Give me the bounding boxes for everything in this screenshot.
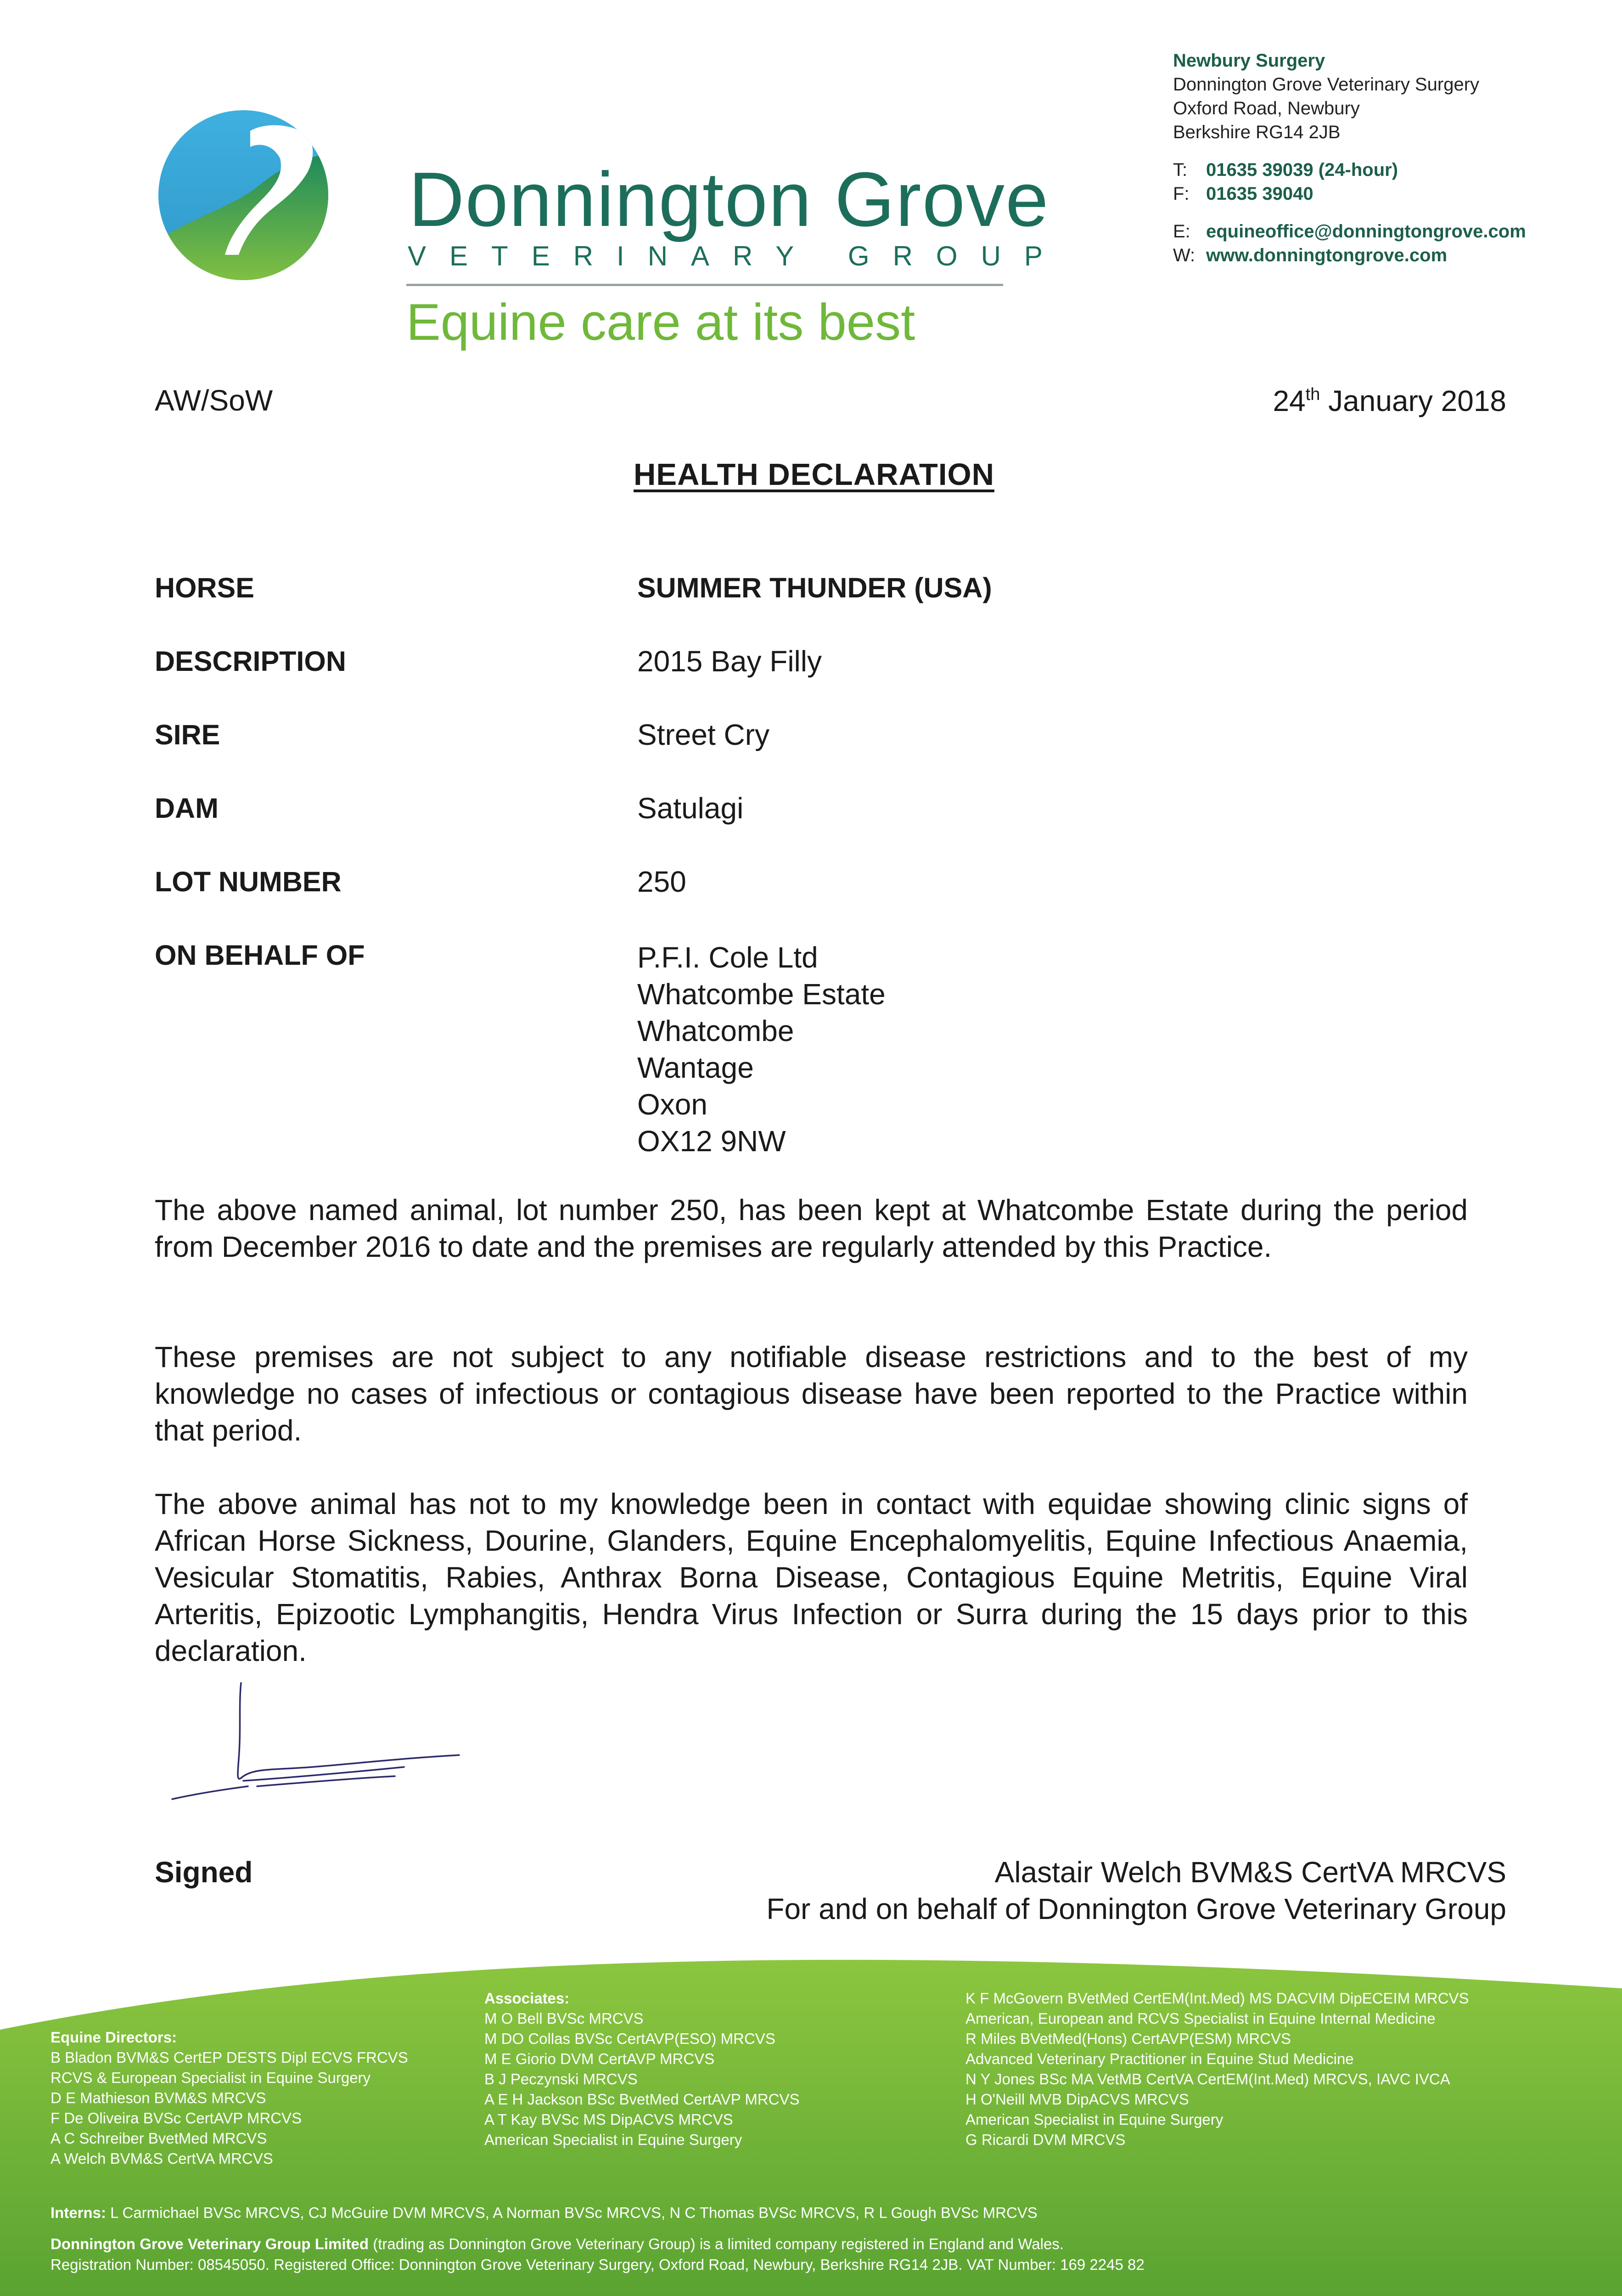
declaration-paragraph: The above named animal, lot number 250, has been kept at Whatcombe Estate during the period from December 2016 to date and the premises are regularly attended by this Practice.: [155, 1193, 1468, 1263]
address-line: Whatcombe: [637, 1014, 794, 1047]
associate-entry: A T Kay BVSc MS DipACVS MRCVS: [484, 2111, 733, 2128]
address-line: Whatcombe Estate: [637, 978, 886, 1011]
lot-number-value: 250: [637, 865, 686, 898]
associate-entry: American Specialist in Equine Surgery: [965, 2111, 1224, 2128]
address-block: [1173, 49, 1526, 267]
website-link[interactable]: www.donningtongrove.com: [1206, 245, 1448, 265]
director-entry: RCVS & European Specialist in Equine Surgery: [51, 2069, 371, 2086]
address-line: Oxford Road, Newbury: [1173, 98, 1360, 118]
brand-tagline: Equine care at its best: [406, 293, 915, 351]
signature-image: [165, 1676, 468, 1818]
web-label: W:: [1173, 245, 1195, 265]
brand-name: Donnington Grove: [409, 156, 1050, 242]
footer-associates-continued: [965, 1988, 1469, 2150]
horse-value: SUMMER THUNDER (USA): [637, 572, 992, 603]
fax-label: F:: [1173, 184, 1190, 204]
phone-row: [1173, 158, 1526, 182]
associate-entry: B J Peczynski MRCVS: [484, 2071, 638, 2088]
director-entry: F De Oliveira BVSc CertAVP MRCVS: [51, 2110, 302, 2127]
footer-interns: [51, 2203, 1038, 2223]
on-behalf-of-address: [637, 939, 886, 1159]
footer-registration: Registration Number: 08545050. Registered Office: Donnington Grove Veterinary Surgery, Oxford Road, Newbury, Berkshire RG14 2JB. VAT Number: 169 2245 82: [51, 2256, 1145, 2273]
address-line: Oxon: [637, 1088, 707, 1121]
address-line: P.F.I. Cole Ltd: [637, 941, 818, 974]
signer-role: For and on behalf of Donnington Grove Veterinary Group: [766, 1892, 1506, 1925]
signed-label: Signed: [155, 1856, 253, 1889]
horse-label: HORSE: [155, 572, 254, 603]
address-line: OX12 9NW: [637, 1125, 786, 1158]
associate-entry: A E H Jackson BSc BvetMed CertAVP MRCVS: [484, 2091, 800, 2108]
associate-entry: H O'Neill MVB DipACVS MRCVS: [965, 2091, 1189, 2108]
associate-entry: M DO Collas BVSc CertAVP(ESO) MRCVS: [484, 2030, 775, 2047]
dam-value: Satulagi: [637, 792, 744, 825]
footer-company: [51, 2234, 1064, 2254]
surgery-name: Newbury Surgery: [1173, 51, 1325, 71]
interns-list: L Carmichael BVSc MRCVS, CJ McGuire DVM MRCVS, A Norman BVSc MRCVS, N C Thomas BVSc MRCVS, R L Gough BVSc MRCVS: [106, 2204, 1038, 2221]
directors-heading: Equine Directors:: [51, 2029, 177, 2046]
director-entry: A Welch BVM&S CertVA MRCVS: [51, 2150, 273, 2167]
associate-entry: American, European and RCVS Specialist in Equine Internal Medicine: [965, 2010, 1436, 2027]
brand-subtitle: VETERINARY GROUP: [408, 241, 1066, 271]
logo-icon: [156, 103, 331, 287]
director-entry: D E Mathieson BVM&S MRCVS: [51, 2089, 266, 2106]
sire-label: SIRE: [155, 719, 220, 750]
director-entry: B Bladon BVM&S CertEP DESTS Dipl ECVS FRCVS: [51, 2049, 408, 2066]
footer-directors: [51, 2027, 408, 2169]
associate-entry: M E Giorio DVM CertAVP MRCVS: [484, 2050, 715, 2067]
associate-entry: R Miles BVetMed(Hons) CertAVP(ESM) MRCVS: [965, 2030, 1291, 2047]
web-row: [1173, 243, 1526, 267]
phone-number[interactable]: 01635 39039 (24-hour): [1206, 160, 1398, 180]
lot-number-label: LOT NUMBER: [155, 866, 342, 897]
declaration-paragraph: These premises are not subject to any notifiable disease restrictions and to the best of my knowledge no cases of infectious or contagious disease have been reported to the Practice within that period.: [155, 1340, 1468, 1447]
signer-name: Alastair Welch BVM&S CertVA MRCVS: [994, 1856, 1506, 1889]
phone-label: T:: [1173, 160, 1188, 180]
address-line: Donnington Grove Veterinary Surgery: [1173, 74, 1480, 95]
brand-divider: [406, 284, 1003, 286]
description-value: 2015 Bay Filly: [637, 645, 822, 678]
associates-heading: Associates:: [484, 1990, 570, 2007]
associate-entry: American Specialist in Equine Surgery: [484, 2131, 742, 2148]
description-label: DESCRIPTION: [155, 646, 346, 677]
fax-row: [1173, 182, 1526, 206]
interns-heading: Interns:: [51, 2204, 107, 2221]
company-name: Donnington Grove Veterinary Group Limited: [51, 2235, 369, 2252]
letter-reference: AW/SoW: [155, 384, 273, 417]
on-behalf-of-label: ON BEHALF OF: [155, 940, 365, 971]
associate-entry: Advanced Veterinary Practitioner in Equine Stud Medicine: [965, 2050, 1354, 2067]
sire-value: Street Cry: [637, 718, 770, 751]
address-line: Wantage: [637, 1051, 754, 1084]
footer-associates: [484, 1988, 800, 2150]
dam-label: DAM: [155, 793, 219, 824]
director-entry: A C Schreiber BvetMed MRCVS: [51, 2130, 267, 2147]
document-title: HEALTH DECLARATION: [634, 457, 994, 492]
company-description: (trading as Donnington Grove Veterinary Group) is a limited company registered in England and Wales.: [369, 2235, 1064, 2252]
email-link[interactable]: equineoffice@donningtongrove.com: [1206, 221, 1526, 242]
letter-date: 24th January 2018: [1273, 384, 1506, 417]
address-line: Berkshire RG14 2JB: [1173, 122, 1341, 142]
associate-entry: N Y Jones BSc MA VetMB CertVA CertEM(Int.Med) MRCVS, IAVC IVCA: [965, 2071, 1450, 2088]
email-row: [1173, 219, 1526, 243]
email-label: E:: [1173, 221, 1190, 242]
associate-entry: G Ricardi DVM MRCVS: [965, 2131, 1126, 2148]
associate-entry: M O Bell BVSc MRCVS: [484, 2010, 644, 2027]
fax-number: 01635 39040: [1206, 184, 1313, 204]
associate-entry: K F McGovern BVetMed CertEM(Int.Med) MS DACVIM DipECEIM MRCVS: [965, 1990, 1469, 2007]
declaration-paragraph: The above animal has not to my knowledge been in contact with equidae showing clinic signs of African Horse Sickness, Dourine, Glanders, Equine Encephalomyelitis, Equine Infectious Anaemia, Vesicular Stomatitis, Rabies, Anthrax Borna Disease, Contagious Equine Metritis, Equine Viral Arteritis, Epizootic Lymphangitis, Hendra Virus Infection or Surra during the 15 days prior to this declaration.: [155, 1487, 1468, 1667]
